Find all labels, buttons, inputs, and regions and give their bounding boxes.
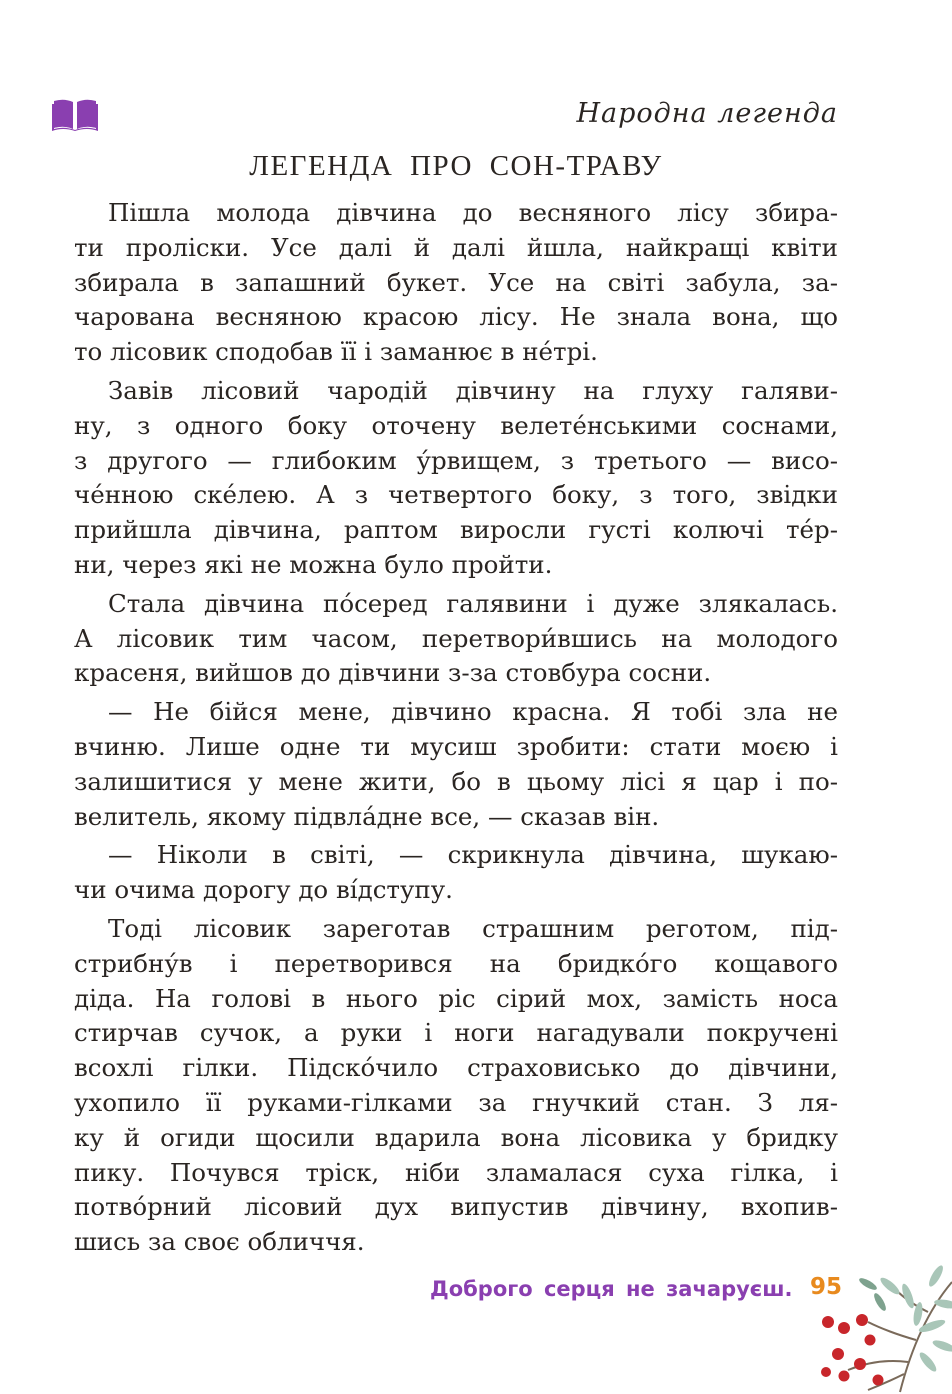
paragraph xyxy=(74,695,838,834)
text-line: всохлі гілки. Підско́чило страховисько до дівчини, xyxy=(74,1053,838,1083)
text-line: Завів лісовий чародій дівчину на глуху галяви- xyxy=(108,375,838,405)
open-book-icon xyxy=(52,98,98,132)
text-line: ку й огиди щосили вдарила вона лісовика у бридку xyxy=(74,1122,838,1152)
text-line: А лісовик тим часом, перетвори́вшись на молодого xyxy=(74,623,838,653)
paragraph xyxy=(74,587,838,691)
text-line: Пішла молода дівчина до весняного лісу збира- xyxy=(108,198,838,227)
text-line: прийшла дівчина, раптом виросли густі колючі те́р- xyxy=(74,515,838,545)
paragraph xyxy=(74,838,838,908)
page-number: 95 xyxy=(810,1274,843,1300)
branch-with-berries-icon xyxy=(808,1262,952,1394)
text-line: ну, з одного боку оточену велете́нськими соснами, xyxy=(74,410,838,440)
text-line: ти проліски. Усе далі й далі йшла, найкращі квіти xyxy=(74,232,838,262)
text-line: красеня, вийшов до дівчини з-за стовбура сосни. xyxy=(74,658,712,688)
text-line: ухопило її руками-гілками за гнучкий стан. З ля- xyxy=(74,1087,838,1117)
text-line: стрибну́в і перетворився на бридко́го кощавого xyxy=(74,948,838,978)
page-title: ЛЕГЕНДА ПРО СОН-ТРАВУ xyxy=(249,150,663,182)
text-line: вчиню. Лише одне ти мусиш зробити: стати моєю і xyxy=(74,731,838,761)
text-line: шись за своє обличчя. xyxy=(74,1227,365,1257)
text-line: пику. Почувся тріск, ніби зламалася суха гілка, і xyxy=(74,1157,838,1187)
text-line: з другого — глибоким у́рвищем, з третього — висо- xyxy=(74,445,838,475)
text-line: чарована весняною красою лісу. Не знала вона, що xyxy=(74,302,838,332)
text-line: збирала в запашний букет. Усе на світі забула, за- xyxy=(74,267,838,297)
text-line: Тоді лісовик зареготав страшним реготом, під- xyxy=(108,913,838,943)
text-line: — Ніколи в світі, — скрикнула дівчина, шукаю- xyxy=(108,840,838,870)
paragraph xyxy=(74,196,838,370)
text-line: залишитися у мене жити, бо в цьому лісі я цар і по- xyxy=(74,766,838,796)
text-line: потво́рний лісовий дух випустив дівчину, вхопив- xyxy=(74,1192,838,1222)
text-line: Стала дівчина по́серед галявини і дуже злякалась. xyxy=(108,588,838,618)
footer-proverb: Доброго серця не зачаруєш. xyxy=(430,1277,793,1301)
text-line: че́нною ске́лею. А з четвертого боку, з того, звідки xyxy=(74,480,838,510)
paragraph xyxy=(74,374,838,583)
text-line: чи очима дорогу до ві́дступу. xyxy=(74,875,453,905)
text-line: велитель, якому підвла́дне все, — сказав він. xyxy=(74,801,660,831)
text-line: — Не бійся мене, дівчино красна. Я тобі зла не xyxy=(108,697,838,727)
text-line: стирчав сучок, а руки і ноги нагадували покручені xyxy=(74,1018,838,1048)
story-text xyxy=(74,196,838,1264)
text-line: діда. На голові в нього ріс сірий мох, замість носа xyxy=(74,983,838,1013)
genre-label: Народна легенда xyxy=(576,98,838,129)
paragraph xyxy=(74,912,838,1260)
text-line: то лісовик сподобав її і заманює в не́трі. xyxy=(74,337,598,367)
text-line: ни, через які не можна було пройти. xyxy=(74,549,553,579)
